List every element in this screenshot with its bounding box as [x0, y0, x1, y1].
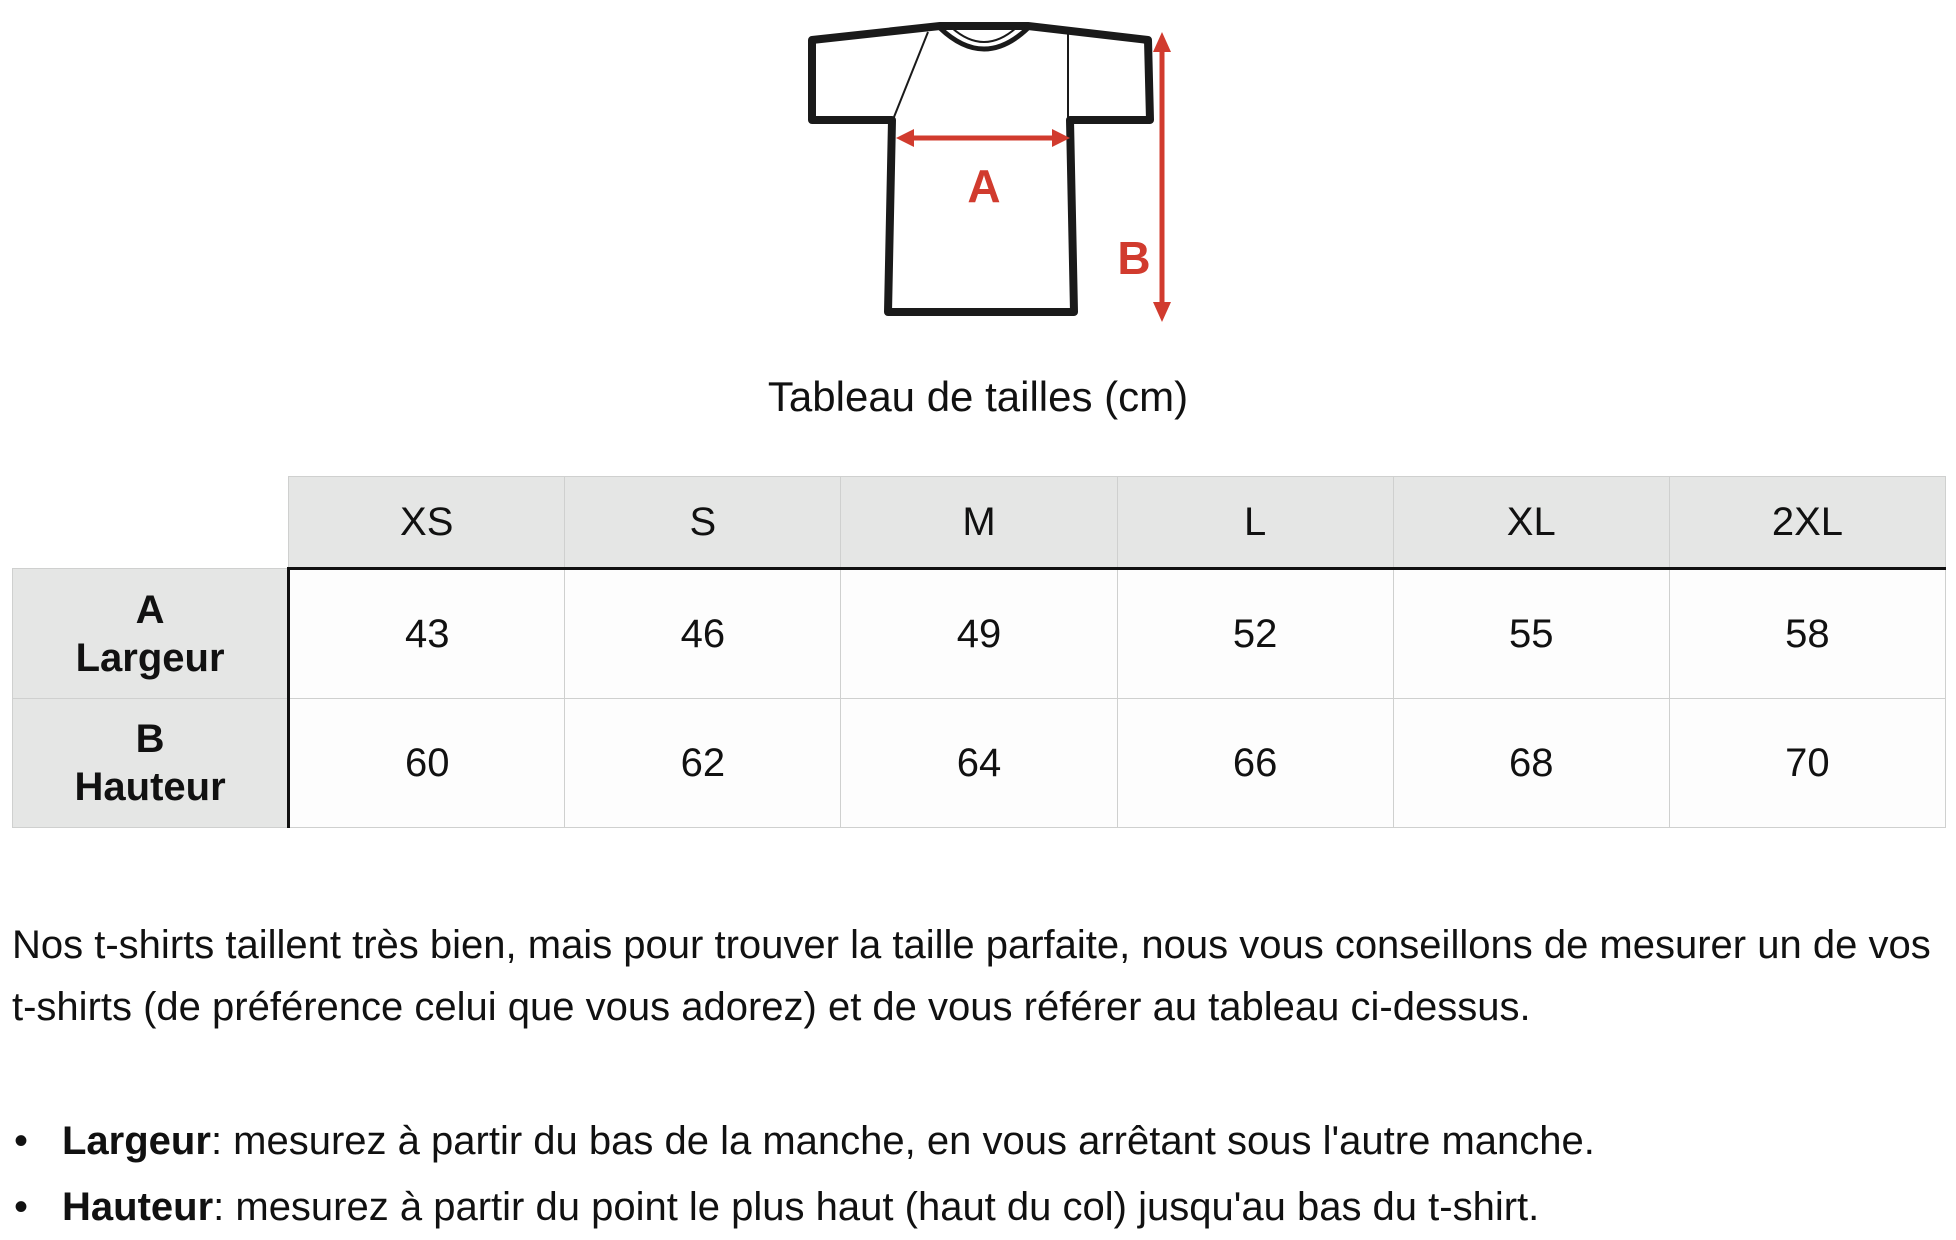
tshirt-measure-illustration [800, 20, 1180, 330]
row-letter-b: B [135, 717, 165, 761]
measurement-instructions-list [12, 1108, 1946, 1240]
label-b: B [1117, 232, 1151, 284]
table-cell: 58 [1669, 569, 1945, 699]
list-item-largeur [12, 1108, 1946, 1174]
row-letter-a: A [135, 587, 165, 632]
table-cell: 49 [841, 569, 1117, 699]
size-header-2xl: 2XL [1669, 477, 1945, 569]
bullet-desc-largeur: : mesurez à partir du bas de la manche, en vous arrêtant sous l'autre manche. [210, 1119, 1595, 1163]
arrow-b [1153, 32, 1171, 322]
size-header-row [13, 477, 1946, 569]
size-table-container [12, 476, 1946, 828]
size-table [12, 476, 1946, 828]
sizing-intro-paragraph: Nos t-shirts taillent très bien, mais pour trouver la taille parfaite, nous vous conseillons de mesurer un de vos t-shirts (de préférence celui que vous adorez) et de vous référer au tableau ci-dessus. [12, 923, 1931, 1029]
table-cell: 46 [565, 569, 841, 699]
list-item-hauteur [12, 1174, 1946, 1240]
table-cell: 68 [1393, 699, 1669, 828]
size-header-m: M [841, 477, 1117, 569]
size-table-title: Tableau de tailles (cm) [767, 373, 1189, 420]
size-header-s: S [565, 477, 841, 569]
bullet-dot: • [14, 1185, 29, 1229]
bullet-dot: • [14, 1119, 29, 1163]
size-header-xs: XS [289, 477, 565, 569]
bullet-term-largeur: Largeur [62, 1119, 211, 1163]
tshirt-diagram [800, 20, 1180, 330]
table-cell: 55 [1393, 569, 1669, 699]
table-cell: 70 [1669, 699, 1945, 828]
bullet-term-hauteur: Hauteur [62, 1185, 214, 1229]
row-label-hauteur [13, 699, 289, 828]
table-cell: 43 [289, 569, 565, 699]
row-name-hauteur: Hauteur [74, 765, 226, 809]
table-cell: 62 [565, 699, 841, 828]
size-header-xl: XL [1393, 477, 1669, 569]
row-name-largeur: Largeur [75, 635, 225, 680]
table-cell: 60 [289, 699, 565, 828]
table-cell: 52 [1117, 569, 1393, 699]
bullet-desc-hauteur: : mesurez à partir du point le plus haut (haut du col) jusqu'au bas du t-shirt. [213, 1185, 1540, 1229]
table-cell: 66 [1117, 699, 1393, 828]
size-header-l: L [1117, 477, 1393, 569]
row-label-largeur [13, 569, 289, 699]
table-row-largeur [13, 569, 1946, 699]
table-cell: 64 [841, 699, 1117, 828]
table-row-hauteur [13, 699, 1946, 828]
table-corner [13, 477, 289, 569]
label-a: A [967, 160, 1001, 212]
